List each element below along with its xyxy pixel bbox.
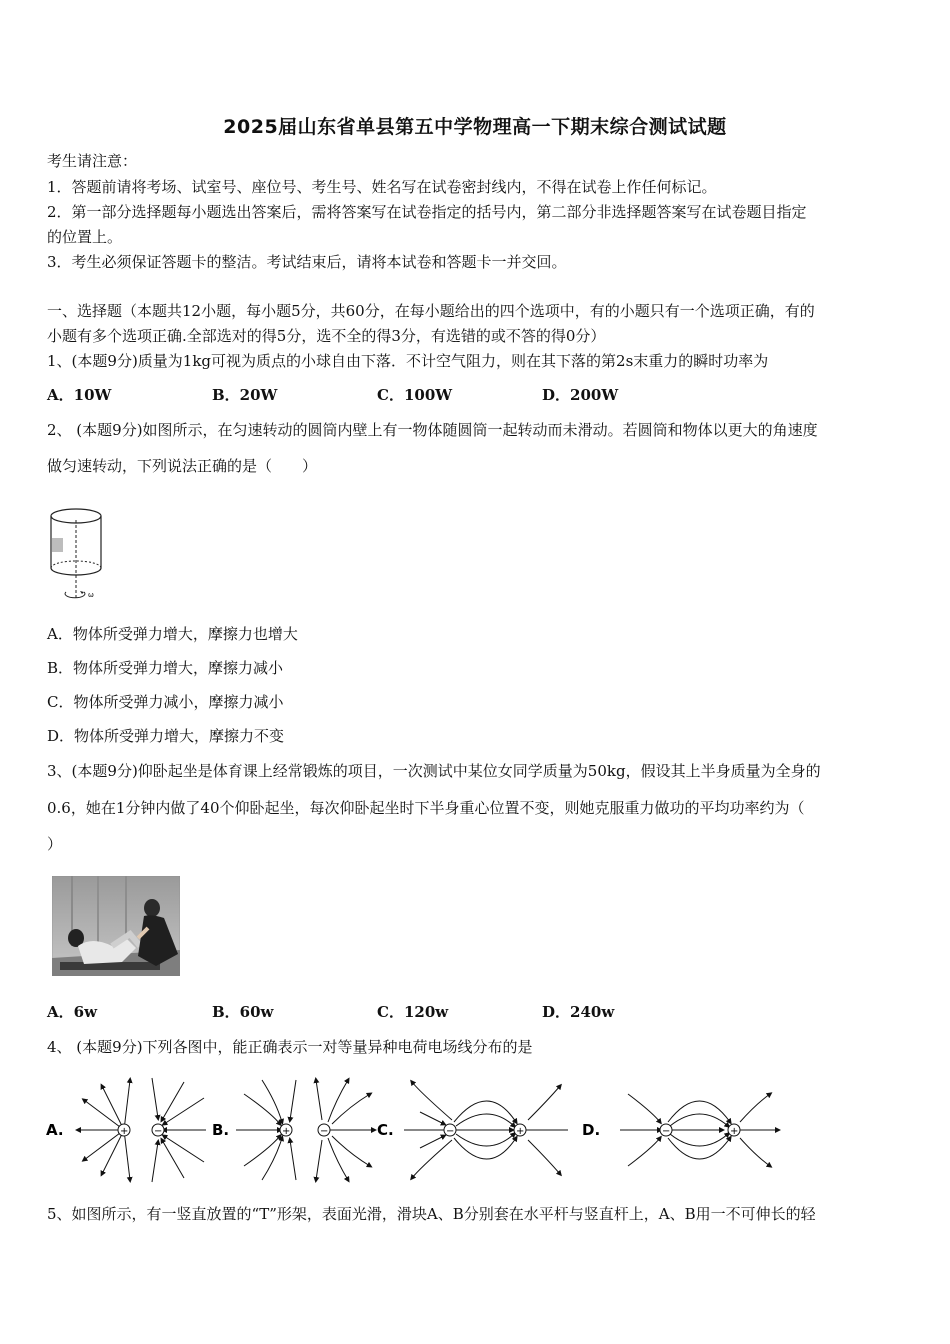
q3-option-c: C．120w (377, 1003, 449, 1021)
notice-item-2-cont: 的位置上。 (47, 228, 123, 246)
q3-stem-end: ） (47, 835, 63, 853)
situp-photo (52, 876, 180, 976)
section-heading-cont: 小题有多个选项正确.全部选对的得5分，选不全的得3分，有选错的或不答的得0分） (47, 327, 606, 345)
q3-stem-cont: 0.6，她在1分钟内做了40个仰卧起坐，每次仰卧起坐时下半身重心位置不变，则她克服重力做功的平均功率约为（ (47, 799, 805, 817)
fig-a-plus: + (120, 1126, 129, 1137)
q1-options (47, 385, 707, 405)
fig-label-a: A. (46, 1121, 64, 1139)
rotating-cylinder-figure (44, 500, 114, 606)
fig-b-plus: + (282, 1126, 291, 1137)
fig-c-plus: + (516, 1126, 525, 1137)
q2-option-c: C．物体所受弹力减小，摩擦力减小 (47, 693, 284, 711)
q4-stem: 4、 (本题9分)下列各图中，能正确表示一对等量异种电荷电场线分布的是 (47, 1038, 533, 1056)
fig-c-minus: − (446, 1126, 455, 1137)
q3-stem: 3、(本题9分)仰卧起坐是体育课上经常锻炼的项目，一次测试中某位女同学质量为50kg，假设其上半身质量为全身的 (47, 762, 821, 780)
q3-options (47, 1002, 707, 1022)
fig-label-c: C. (377, 1121, 394, 1139)
q2-stem-cont: 做匀速转动，下列说法正确的是（ ） (47, 457, 318, 475)
q1-stem: 1、(本题9分)质量为1kg可视为质点的小球自由下落．不计空气阻力，则在其下落的第2s末重力的瞬时功率为 (47, 352, 769, 370)
q3-option-d: D．240w (542, 1003, 615, 1021)
q1-option-d: D．200W (542, 386, 619, 404)
fig-a-minus: − (154, 1126, 163, 1137)
figure-c (404, 1082, 568, 1178)
q2-option-b: B．物体所受弹力增大，摩擦力减小 (47, 659, 284, 677)
figure-b (236, 1080, 374, 1180)
notice-item-1: 1．答题前请将考场、试室号、座位号、考生号、姓名写在试卷密封线内，不得在试卷上作任何标记。 (47, 178, 717, 196)
q1-option-c: C．100W (377, 386, 453, 404)
figure-a (78, 1078, 206, 1182)
q1-option-a: A．10W (47, 386, 112, 404)
fig-d-plus: + (730, 1126, 739, 1137)
fig-b-minus: − (320, 1126, 329, 1137)
q1-option-b: B．20W (212, 386, 278, 404)
q2-stem: 2、 (本题9分)如图所示，在匀速转动的圆筒内壁上有一物体随圆筒一起转动而未滑动。若圆筒和物体以更大的角速度 (47, 421, 818, 439)
q3-option-a: A．6w (47, 1003, 97, 1021)
page-title: 2025届山东省单县第五中学物理高一下期末综合测试试题 (223, 116, 727, 138)
fig-d-minus: − (662, 1126, 671, 1137)
notice-item-3: 3．考生必须保证答题卡的整洁。考试结束后，请将本试卷和答题卡一并交回。 (47, 253, 567, 271)
omega-label: ω (88, 591, 94, 599)
field-lines-figures (40, 1072, 790, 1192)
q3-option-b: B．60w (212, 1003, 274, 1021)
figure-d (620, 1094, 778, 1166)
block-on-wall (52, 538, 63, 552)
q2-option-d: D．物体所受弹力增大，摩擦力不变 (47, 727, 285, 745)
notice-item-2: 2．第一部分选择题每小题选出答案后，需将答案写在试卷指定的括号内，第二部分非选择题答案写在试卷题目指定 (47, 203, 807, 221)
notice-heading: 考生请注意： (47, 152, 138, 170)
q5-stem: 5、如图所示，有一竖直放置的“T”形架，表面光滑，滑块A、B分别套在水平杆与竖直杆上，A、B用一不可伸长的轻 (47, 1205, 816, 1223)
fig-label-b: B. (212, 1121, 230, 1139)
section-heading: 一、选择题（本题共12小题，每小题5分，共60分，在每小题给出的四个选项中，有的小题只有一个选项正确，有的 (47, 302, 815, 320)
q2-option-a: A．物体所受弹力增大，摩擦力也增大 (47, 625, 298, 643)
fig-label-d: D. (582, 1121, 601, 1139)
